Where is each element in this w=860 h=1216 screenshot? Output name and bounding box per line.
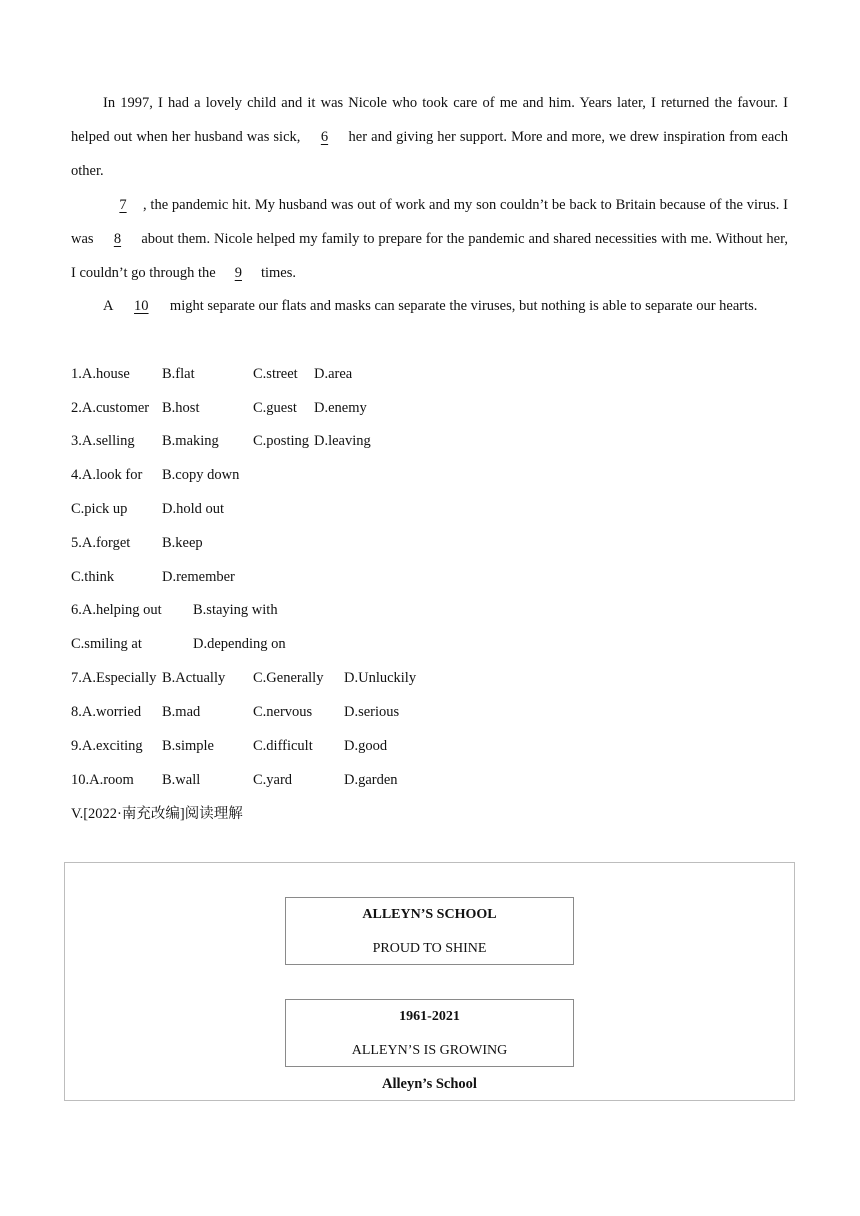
option-choice: B.wall xyxy=(162,772,201,788)
paragraph-2-text-a: , the pandemic hit. My husband was out of work and my son couldn’t be back to Britain because of the virus. I was xyxy=(71,197,788,247)
option-choice: D.Unluckily xyxy=(344,670,417,686)
paragraph-2-text-b: about them. Nicole helped my family to prepare for the pandemic and shared necessities with me. Without her, I couldn’t go through the xyxy=(71,231,788,281)
option-choice: C.pick up xyxy=(71,501,128,517)
option-choice: 7.A.Especially xyxy=(71,670,157,686)
anniversary-box xyxy=(285,999,574,1067)
paragraph-3-text-a: A xyxy=(103,298,117,314)
section-heading: V.[2022·南充改编]阅读理解 xyxy=(71,806,243,822)
option-choice: D.good xyxy=(344,738,388,754)
option-choice: C.street xyxy=(253,366,298,382)
school-banner-title: ALLEYN’S SCHOOL xyxy=(362,907,497,922)
option-choice: 1.A.house xyxy=(71,366,130,382)
option-choice: B.keep xyxy=(162,535,203,551)
option-choice: B.host xyxy=(162,400,200,416)
option-choice: B.Actually xyxy=(162,670,226,686)
blank-8: 8 xyxy=(113,231,122,247)
paragraph-2 xyxy=(71,188,788,290)
option-choice: B.mad xyxy=(162,704,201,720)
blank-10: 10 xyxy=(134,298,149,314)
option-choice: 4.A.look for xyxy=(71,467,143,483)
paragraph-2-text-c: times. xyxy=(257,265,297,281)
option-choice: 9.A.exciting xyxy=(71,738,143,754)
option-choice: B.simple xyxy=(162,738,214,754)
paragraph-3-text-b: might separate our flats and masks can separate the viruses, but nothing is able to separate our hearts. xyxy=(166,298,758,314)
paragraph-1 xyxy=(71,86,788,188)
option-choice: B.flat xyxy=(162,366,195,382)
option-choice: C.posting xyxy=(253,433,309,449)
option-choice: D.leaving xyxy=(314,433,371,449)
option-choice: D.depending on xyxy=(193,636,286,652)
paragraph-3 xyxy=(71,289,788,323)
option-choice: D.remember xyxy=(162,569,235,585)
option-choice: C.think xyxy=(71,569,115,585)
option-choice: C.nervous xyxy=(253,704,313,720)
school-banner-box xyxy=(285,897,574,965)
option-choice: 5.A.forget xyxy=(71,535,131,551)
option-choice: D.area xyxy=(314,366,353,382)
option-choice: C.Generally xyxy=(253,670,324,686)
option-choice: C.guest xyxy=(253,400,297,416)
paragraph-1-text-a: In 1997, I had a lovely child and it was Nicole who took care of me and him. Years later, I returned the favour. I helped out when her husband was sick, xyxy=(71,95,788,145)
blank-6: 6 xyxy=(320,129,329,145)
option-choice: 6.A.helping out xyxy=(71,602,162,618)
figure-caption: Alleyn’s School xyxy=(382,1076,477,1092)
blank-7: 7 xyxy=(119,197,127,213)
option-choice: 10.A.room xyxy=(71,772,134,788)
option-choice: B.staying with xyxy=(193,602,278,618)
option-choice: B.copy down xyxy=(162,467,240,483)
anniversary-years: 1961-2021 xyxy=(399,1009,460,1024)
option-choice: D.enemy xyxy=(314,400,367,416)
option-choice: D.garden xyxy=(344,772,398,788)
blank-9: 9 xyxy=(234,265,242,281)
anniversary-slogan: ALLEYN’S IS GROWING xyxy=(351,1043,508,1058)
school-banner-subtitle: PROUD TO SHINE xyxy=(372,941,487,956)
option-choice: D.hold out xyxy=(162,501,225,517)
option-choice: C.yard xyxy=(253,772,293,788)
option-choice: B.making xyxy=(162,433,219,449)
option-choice: 3.A.selling xyxy=(71,433,135,449)
option-choice: 8.A.worried xyxy=(71,704,142,720)
option-choice: C.smiling at xyxy=(71,636,142,652)
option-choice: C.difficult xyxy=(253,738,313,754)
option-choice: D.serious xyxy=(344,704,400,720)
paragraph-1-text-b: her and giving her support. More and more, we drew inspiration from each other. xyxy=(71,129,788,179)
option-choice: 2.A.customer xyxy=(71,400,150,416)
